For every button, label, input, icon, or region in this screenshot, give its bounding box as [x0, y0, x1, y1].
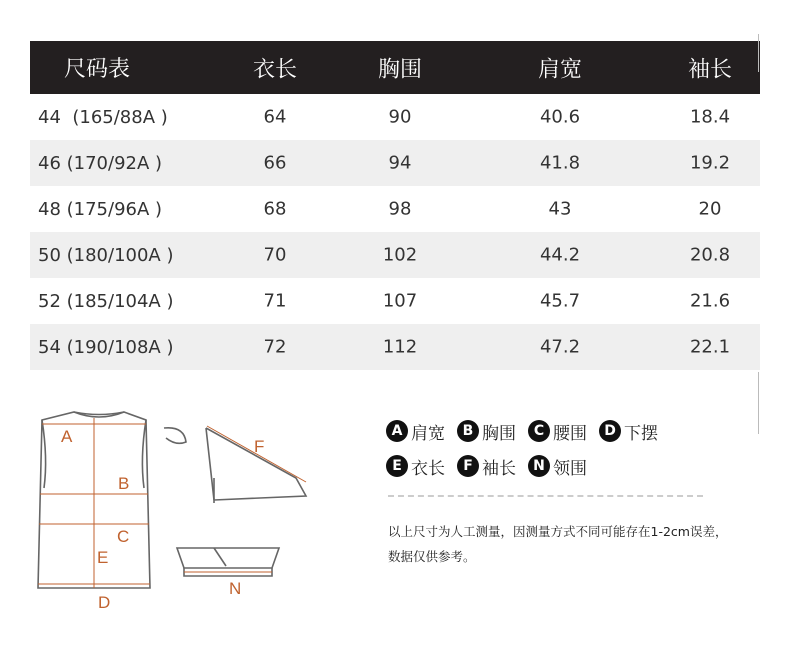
legend-item — [457, 419, 516, 444]
cell-size: 48 (175/96A ) — [38, 198, 163, 220]
size-table — [30, 41, 760, 370]
label-f: F — [254, 437, 265, 456]
letter-badge-icon: C — [528, 420, 550, 442]
legend-label: 领围 — [553, 458, 587, 479]
label-n: N — [229, 579, 242, 598]
cell-length: 66 — [263, 152, 287, 174]
cell-length: 68 — [263, 198, 287, 220]
cell-length: 70 — [263, 244, 287, 266]
edge-divider — [758, 34, 759, 72]
header-sleeve: 袖长 — [687, 57, 732, 82]
letter-badge-icon: F — [457, 455, 479, 477]
cell-sleeve: 20.8 — [689, 244, 731, 266]
vest-measure-lines — [38, 418, 150, 588]
legend-item — [386, 454, 445, 479]
legend-label: 下摆 — [624, 423, 658, 444]
cell-sleeve: 22.1 — [689, 336, 731, 358]
letter-badge-icon: B — [457, 420, 479, 442]
label-a: A — [61, 427, 73, 446]
cell-sleeve: 21.6 — [689, 290, 731, 312]
legend-row — [386, 453, 670, 479]
cell-chest: 98 — [388, 198, 412, 220]
cell-shoulder: 47.2 — [539, 336, 581, 358]
header-shoulder: 肩宽 — [537, 57, 582, 82]
label-c: C — [117, 527, 130, 546]
letter-badge-icon: N — [528, 455, 550, 477]
table-row — [30, 140, 760, 186]
table-header — [30, 41, 760, 94]
table-row — [30, 186, 760, 232]
cell-shoulder: 43 — [548, 198, 572, 220]
cell-sleeve: 19.2 — [689, 152, 731, 174]
legend-row — [386, 418, 670, 444]
measurement-note — [388, 519, 768, 569]
table-row — [30, 94, 760, 140]
table-row — [30, 324, 760, 370]
cell-size: 44 (165/88A ) — [38, 106, 168, 128]
cell-chest: 94 — [388, 152, 412, 174]
garment-diagram — [34, 408, 334, 618]
cell-length: 71 — [263, 290, 287, 312]
legend-label: 衣长 — [411, 458, 445, 479]
legend-item — [599, 419, 658, 444]
cell-sleeve: 18.4 — [689, 106, 731, 128]
cell-chest: 90 — [388, 106, 412, 128]
legend-item — [457, 454, 516, 479]
measurement-legend — [386, 418, 670, 488]
label-e: E — [97, 548, 109, 567]
cell-shoulder: 45.7 — [539, 290, 581, 312]
legend-label: 袖长 — [482, 458, 516, 479]
label-d: D — [98, 593, 111, 612]
cell-size: 46 (170/92A ) — [38, 152, 163, 174]
legend-label: 胸围 — [482, 423, 516, 444]
note-line-2: 数据仅供参考。 — [388, 549, 476, 564]
cell-shoulder: 41.8 — [539, 152, 581, 174]
cell-chest: 112 — [382, 336, 418, 358]
edge-divider — [758, 372, 759, 434]
legend-item — [528, 454, 587, 479]
table-row — [30, 232, 760, 278]
note-line-1: 以上尺寸为人工测量，因测量方式不同可能存在1-2cm误差， — [388, 524, 728, 539]
cell-shoulder: 40.6 — [539, 106, 581, 128]
header-length: 衣长 — [252, 57, 297, 82]
sleeve-outline — [164, 428, 306, 503]
header-chest: 胸围 — [377, 57, 422, 82]
letter-badge-icon: A — [386, 420, 408, 442]
table-row — [30, 278, 760, 324]
cell-size: 54 (190/108A ) — [38, 336, 174, 358]
cell-shoulder: 44.2 — [539, 244, 581, 266]
cell-size: 50 (180/100A ) — [38, 244, 174, 266]
cell-size: 52 (185/104A ) — [38, 290, 174, 312]
legend-item — [528, 419, 587, 444]
dashed-divider — [388, 495, 703, 497]
letter-badge-icon: D — [599, 420, 621, 442]
label-b: B — [118, 474, 130, 493]
letter-badge-icon: E — [386, 455, 408, 477]
cell-length: 64 — [263, 106, 287, 128]
legend-label: 腰围 — [553, 423, 587, 444]
cell-sleeve: 20 — [698, 198, 722, 220]
legend-label: 肩宽 — [411, 423, 445, 444]
cell-chest: 107 — [382, 290, 418, 312]
legend-item — [386, 419, 445, 444]
cell-length: 72 — [263, 336, 287, 358]
cell-chest: 102 — [382, 244, 418, 266]
header-size: 尺码表 — [64, 57, 131, 82]
